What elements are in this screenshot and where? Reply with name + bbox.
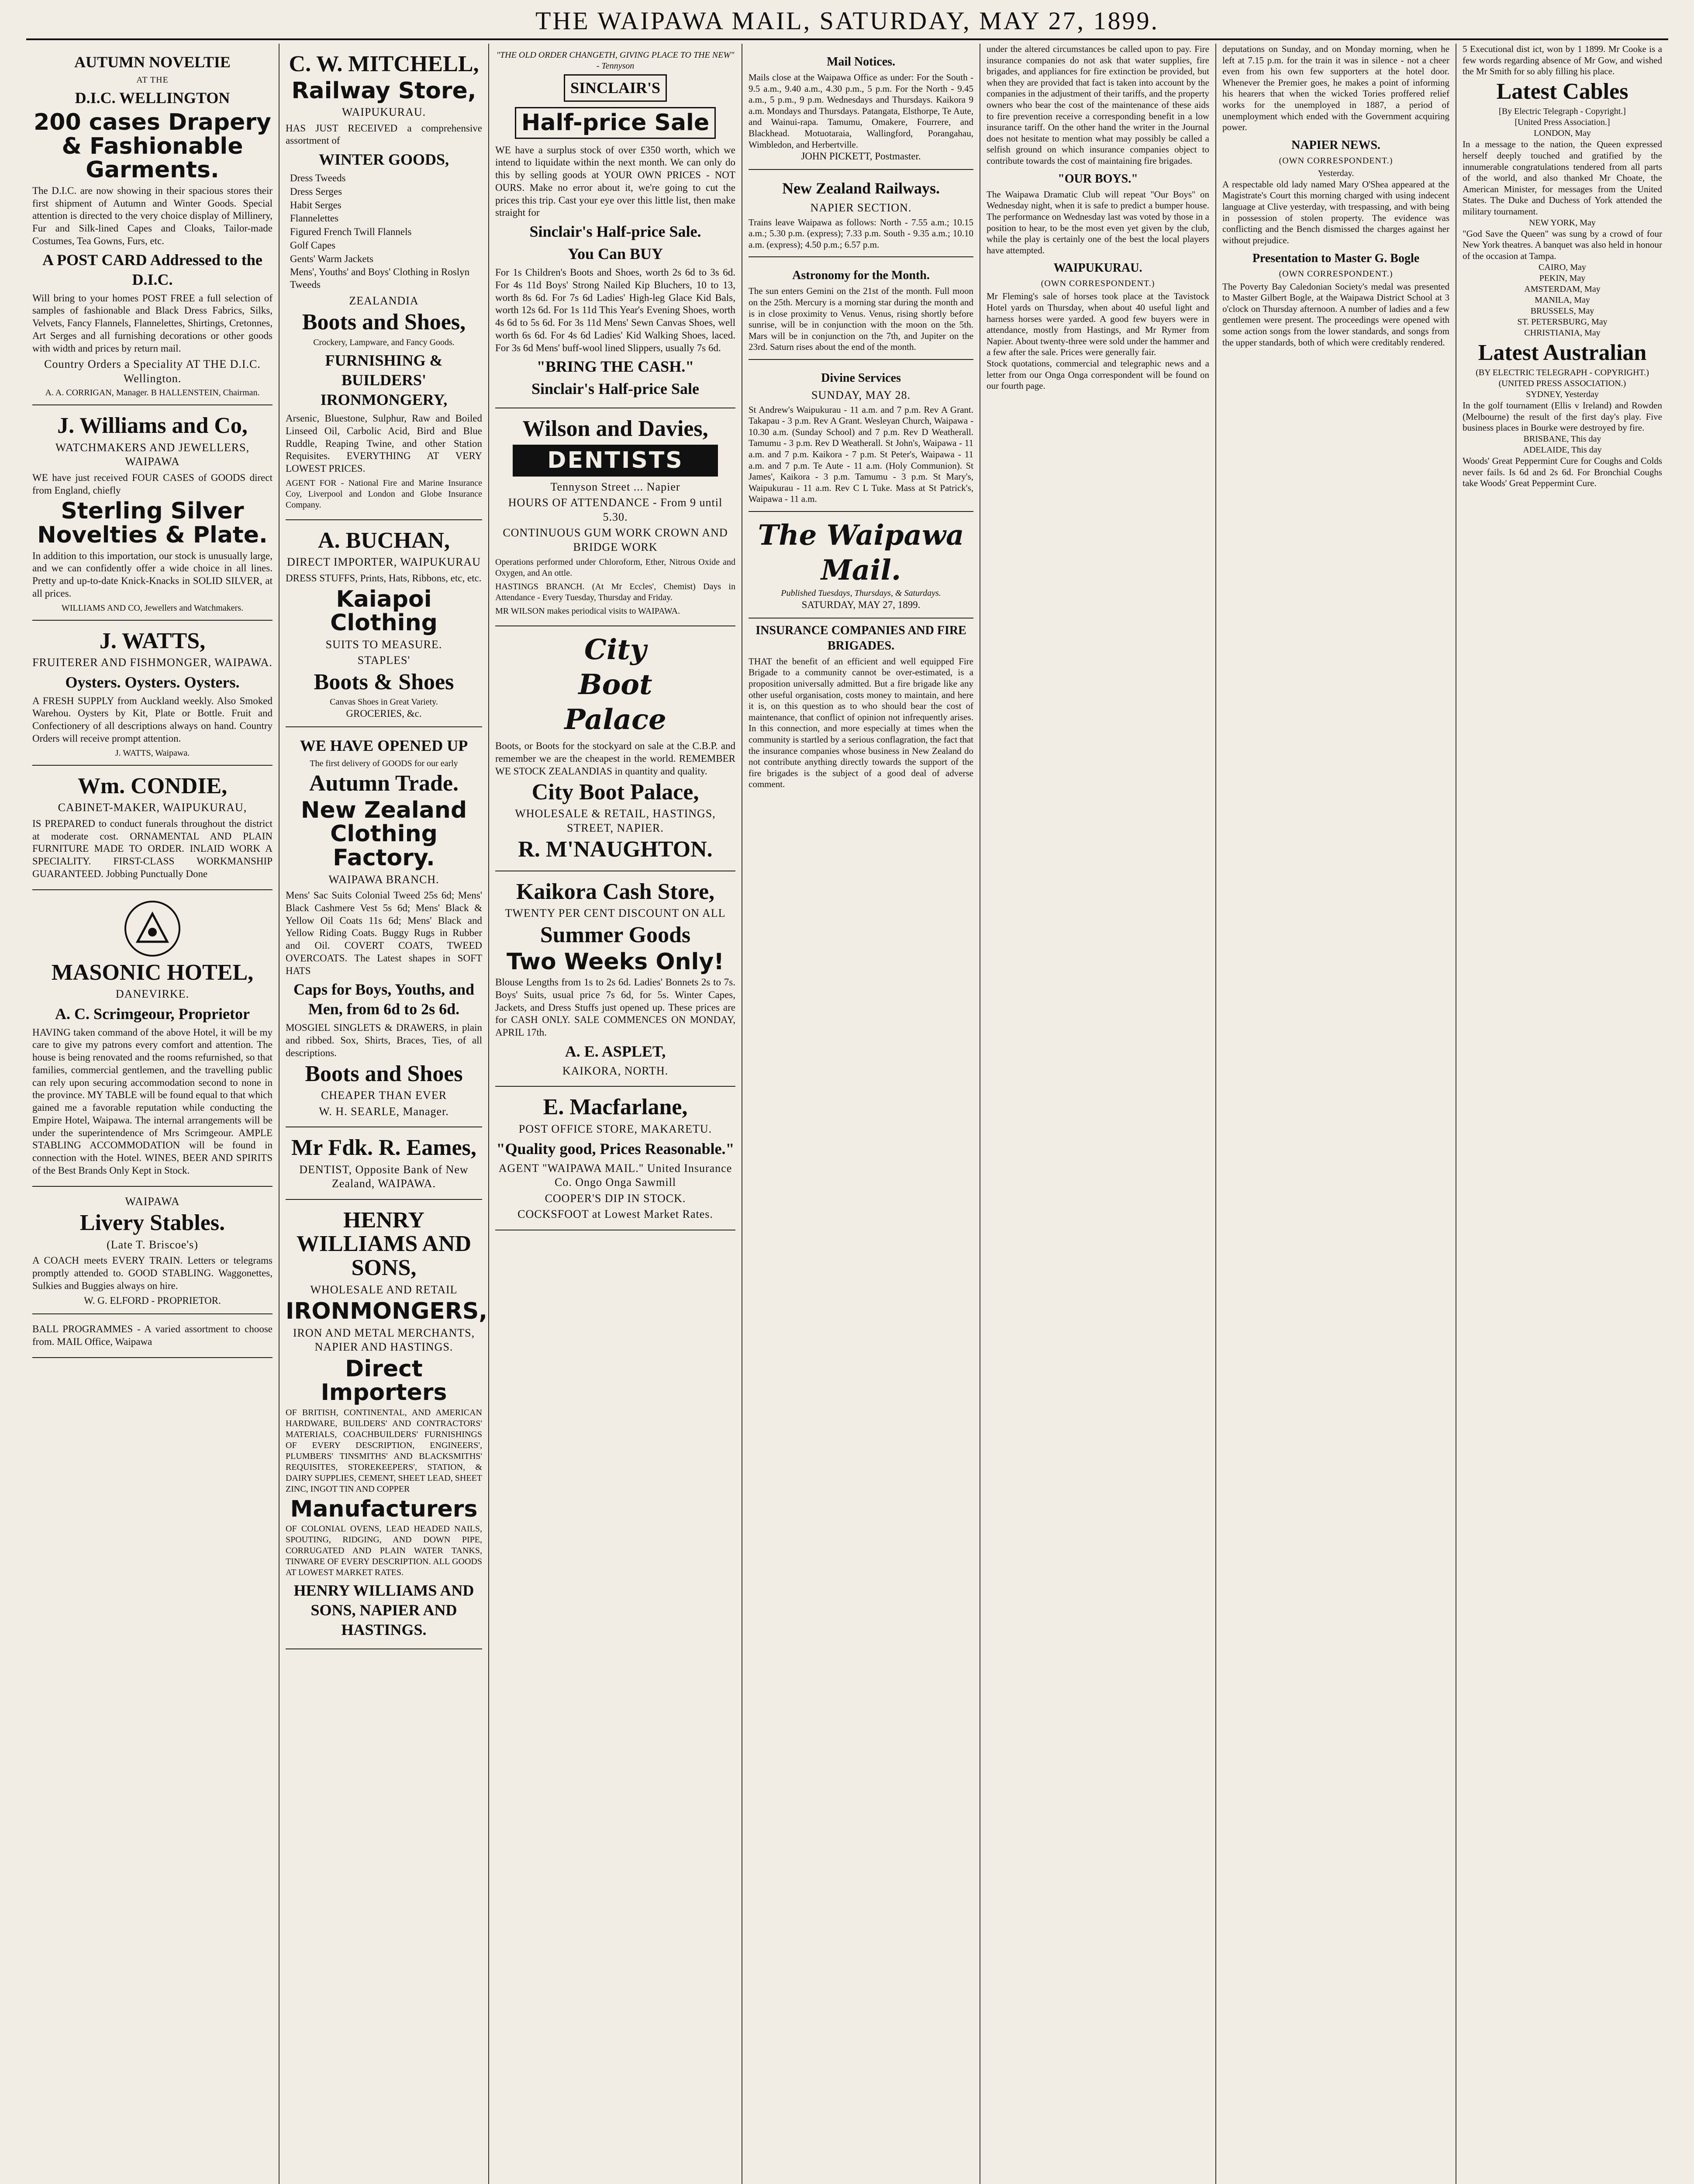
city-addr: WHOLESALE & RETAIL, HASTINGS, STREET, NAPIER. [515, 807, 716, 834]
mail-body: Mails close at the Waipawa Office as under: For the South - 9.5 a.m., 9.40 a.m., 4.30 p.m., 5 p.m. For the North - 9.45 a.m., 5 p.m., 9 p.m. Wednesdays and Thursdays. Kaikora 9 a.m. Mondays and Thursdays. Patangata, Elsthorpe, Te Aute, and Wainui-rapa. Tamumu, Omakere, Fourrere, and Blackhead. Motuotaraia, Wallingford, Porangahau, Wimbledon, and Herbertville. [749, 72, 973, 150]
mitchell-item: Dress Tweeds [290, 173, 346, 184]
can-buy-body: For 1s Children's Boots and Shoes, worth 2s 6d to 3s 6d. For 4s 11d Boys' Strong Nailed Kip Bluchers, 10 to 13, worth 8s 6d. For 7s 6d Ladies' High-leg Glace Kid Bals, worth 12s 6d. For 1s 11d This Year's Evening Shoes, worth 4s 6d to 5s 6d. For 3s 11d Mens' Sewn Canvas Shoes, well worth 6s 6d. For 4s 6d Ladies' Kid Walking Shoes, laced. For 3s 6d Mens' buff-wool lined Slippers, usually 7s 6d. [495, 267, 735, 353]
cables-title: Latest Cables [1496, 79, 1628, 104]
cheaper: CHEAPER THAN EVER [321, 1089, 447, 1102]
mitchell-item: Flannelettes [290, 213, 339, 224]
agent-body: AGENT FOR - National Fire and Marine Insurance Coy, Liverpool and London and Globe Insurance Company. [286, 478, 482, 510]
dic-signature: A. A. CORRIGAN, Manager. B HALLENSTEIN, Chairman. [45, 388, 260, 398]
sinclair-body: WE have a surplus stock of over £350 worth, which we intend to liquidate within the next month. We can only do this by selling goods at YOUR OWN PRICES - NOT OURS. Make no error about it, we're going to cut the prices this trip. Cast your eye over this little list, then make straight for [495, 144, 735, 218]
quality: "Quality good, Prices Reasonable." [496, 1140, 735, 1158]
condie-body: IS PREPARED to conduct funerals throughout the district at moderate cost. ORNAMENTAL AND PLAIN FURNITURE MADE TO ORDER. INLAID WORK A SPECIALITY. FIRST-CLASS WORKMANSHIP GUARANTEED. Jobbing Punctually Done [32, 818, 273, 879]
tennyson: Tennyson Street ... Napier [550, 480, 680, 493]
masonic-proprietor: A. C. Scrimgeour, Proprietor [55, 1005, 250, 1023]
masonic-body: HAVING taken command of the above Hotel, it will be my care to give my patrons every comfort and attention. The house is being renovated and the rooms refurnished, so that families, commercial gentlemen, and the travelling public can rely upon securing accommodation second to none in the province. MY TABLE will be found equal to that which gained me a favorable reputation while conducting the Empire Hotel, Waipawa. The internal arrangements will be under the superintendence of Mrs Scrimgeour. AMPLE STABLING ACCOMMODATION will be found in connection with the Hotel. WINES, BEER AND SPIRITS of the Best Brands Only Kept in Stock. [32, 1026, 273, 1176]
kaikora-body: Blouse Lengths from 1s to 2s 6d. Ladies' Bonnets 2s to 7s. Boys' Suits, usual price 7s 6d, for 5s. Winter Capes, Jackets, and Dress Stuffs just opened up. These prices are for CASH ONLY. SALE COMMENCES ON MONDAY, APRIL 17th. [495, 977, 735, 1038]
postmaster: JOHN PICKETT, Postmaster. [801, 151, 921, 162]
boot-body: Boots, or Boots for the stockyard on sale at the C.B.P. and remember we are the cheapest in the world. REMEMBER WE STOCK ZEALANDIAS in quantity and quality. [495, 740, 735, 777]
waipukurau-title: WAIPUKURAU. [1053, 261, 1142, 275]
dic-cases: 200 cases Drapery & Fashionable Garments. [34, 109, 271, 183]
ins-title: INSURANCE COMPANIES AND FIRE BRIGADES. [756, 623, 966, 653]
mitchell-item: Mens', Youths' and Boys' Clothing in Roslyn Tweeds [290, 266, 470, 290]
masthead-text: THE WAIPAWA MAIL, SATURDAY, MAY 27, 1899. [535, 7, 1159, 35]
hw-sub: WHOLESALE AND RETAIL [310, 1283, 458, 1296]
kaiapoi: Kaiapoi Clothing [330, 586, 438, 636]
city-word: City [584, 633, 646, 667]
napier-body: A respectable old lady named Mary O'Shea appeared at the Magistrate's Court this morning charged with using indecent language at Clive yesterday, with trespassing, and with being in possession of stolen property. The evidence was conflicting and the Bench dismissed the charges against her without prejudice. [1222, 179, 1449, 245]
mitchell-sub: Railway Store, [291, 77, 476, 104]
mail-pub: Published Tuesdays, Thursdays, & Saturdays. [781, 588, 941, 598]
sinclair-name: SINCLAIR'S [564, 74, 667, 102]
australian-title: Latest Australian [1478, 340, 1647, 365]
our-boys-title: "OUR BOYS." [1058, 172, 1138, 186]
mail-title: Mail Notices. [826, 55, 896, 69]
furnishing: FURNISHING & BUILDERS' IRONMONGERY, [320, 352, 448, 409]
dateline-brisbane: BRISBANE, This day [1523, 434, 1601, 444]
buchan-title: A. BUCHAN, [318, 528, 450, 553]
premier-article: deputations on Sunday, and on Monday morning, when he left at 7.15 p.m. for the train it was in silence - not a cheer even from his own few supporters at the hotel door. Whenever the Premier goes, he makes a point of informing his hearers that when the wicked Tories proffered relief works for the unemployed in 1887, a period of unemployment which ended with the Government acquiring power. [1222, 44, 1449, 133]
column-7 [1456, 44, 1668, 2184]
dentists-banner: DENTISTS [513, 445, 718, 477]
postcard-body: Will bring to your homes POST FREE a full selection of samples of fashionable and Black Dress Fabrics, Silks, Velvets, Fancy Flannels, Flannelettes, Shirtings, Cretonnes, Art Serges and all furnishing decorations or other goods with width and prices by return mail. [32, 292, 273, 354]
dateline-sydney: SYDNEY, Yesterday [1526, 390, 1599, 400]
nz-body: Mens' Sac Suits Colonial Tweed 25s 6d; Mens' Black Cashmere Vest 5s 6d; Mens' Black & Yellow Oil Coats 11s 6d; Mens' Black and Yellow Riding Coats. Buggy Rugs in Rubber and Oil. COVERT COATS, TWEED OVERCOATS. The Latest shapes in SOFT HATS [286, 890, 482, 976]
insurance-article [749, 623, 973, 790]
manufacturers: Manufacturers [290, 1496, 478, 1522]
sydney-body: In the golf tournament (Ellis v Ireland) and Rowden (Melbourne) the result of the first day's play. Five business places in Bourke were destroyed by fire. [1463, 400, 1662, 433]
napier-yest: Yesterday. [1318, 168, 1354, 178]
livery-signature: W. G. ELFORD - PROPRIETOR. [84, 1295, 221, 1306]
dateline-cairo: CAIRO, May [1539, 262, 1586, 272]
divine-services [749, 360, 973, 512]
nz-clothing: New Zealand Clothing Factory. [300, 797, 467, 871]
staples: STAPLES' [357, 654, 411, 667]
stock-note: Stock quotations, commercial and telegraphic news and a letter from our Onga Onga correspondent will be found on our fourth page. [987, 358, 1209, 391]
railways [749, 170, 973, 257]
williams-more: In addition to this importation, our stock is unusually large, and we can confidently offer a wide choice in all lines. Pretty and up-to-date Knick-Knacks in SOLID SILVER, at all prices. [32, 550, 273, 599]
cooper: COOPER'S DIP IN STOCK. [545, 1192, 686, 1205]
quote: "THE OLD ORDER CHANGETH, GIVING PLACE TO THE NEW" - Tennyson [496, 50, 735, 71]
hw-footer: HENRY WILLIAMS AND SONS, NAPIER AND HASTINGS. [293, 1582, 474, 1639]
boots-title: Boots and Shoes, [302, 310, 466, 335]
column-1 [26, 44, 279, 2184]
dateline-adelaide: ADELAIDE, This day [1523, 445, 1602, 455]
masonic-title: MASONIC HOTEL, [51, 960, 254, 985]
nz-branch: WAIPAWA BRANCH. [328, 873, 439, 886]
cables-assoc: [United Press Association.] [1515, 117, 1610, 128]
asplet-sub: KAIKORA, NORTH. [562, 1064, 669, 1077]
masonic-sub: DANEVIRKE. [115, 988, 190, 1001]
masonic-emblem-icon [124, 901, 180, 957]
williams-signature: WILLIAMS AND CO, Jewellers and Watchmakers. [61, 603, 244, 613]
napier-title: NAPIER NEWS. [1291, 138, 1380, 152]
mitchell-item: Habit Serges [290, 199, 342, 211]
ops: Operations performed under Chloroform, Ether, Nitrous Oxide and Oxygen, and An ottle. [495, 557, 735, 578]
crockery: Crockery, Lampware, and Fancy Goods. [313, 338, 455, 348]
mitchell-item: Dress Serges [290, 186, 342, 197]
eames-sub: DENTIST, Opposite Bank of New Zealand, WAIPAWA. [299, 1163, 469, 1190]
ball-advert [32, 1314, 273, 1358]
column-6 [1216, 44, 1456, 2184]
footer-ad: Woods' Great Peppermint Cure for Coughs and Colds never fails. Is 6d and 2s 6d. For Bronchial Coughs take Woods' Great Peppermint Cure. [1463, 455, 1662, 489]
boot-word: Boot [578, 668, 652, 702]
mitchell-town: WAIPUKURAU. [342, 106, 426, 119]
autumn: Autumn Trade. [309, 771, 459, 796]
mosgiel: MOSGIEL SINGLETS & DRAWERS, in plain and ribbed. Sox, Shirts, Braces, Ties, of all descriptions. [286, 1022, 482, 1058]
clothing-advert [286, 727, 482, 1127]
column-2 [279, 44, 489, 2184]
watts-advert [32, 621, 273, 766]
dic-at: AT THE [136, 75, 169, 85]
buchan-advert [286, 520, 482, 727]
presentation-title: Presentation to Master G. Bogle [1252, 251, 1420, 265]
groceries: GROCERIES, &c. [346, 708, 422, 719]
cockfoot: COCKSFOOT at Lowest Market Rates. [518, 1208, 713, 1220]
caps: Caps for Boys, Youths, and Men, from 6d to 2s 6d. [293, 981, 475, 1018]
dic-advert [32, 44, 273, 405]
ironmongers: IRONMONGERS, [286, 1298, 488, 1324]
williams-sub: WATCHMAKERS AND JEWELLERS, WAIPAWA [55, 441, 250, 468]
dateline-christiania: CHRISTIANIA, May [1524, 328, 1601, 338]
livery-advert [32, 1187, 273, 1315]
direct-importers: Direct Importers [321, 1355, 447, 1406]
newspaper-masthead [26, 6, 1668, 37]
two-weeks: Two Weeks Only! [507, 948, 724, 975]
dateline-newyork: NEW YORK, May [1529, 218, 1596, 228]
mitchell-item: Figured French Twill Flannels [290, 226, 412, 238]
presentation-body: The Poverty Bay Caledonian Society's medal was presented to Master Gilbert Bogle, at the Waipawa District School at 3 o'clock on Thursday afternoon. A number of ladies and a few gentlemen were present. The proceedings were opened with some action songs from the lower standards, and songs from the upper standards, both of which were creditably rendered. [1222, 281, 1449, 348]
hw-body: IRON AND METAL MERCHANTS, NAPIER AND HASTINGS. [293, 1326, 475, 1354]
article-continued: under the altered circumstances be called upon to pay. Fire insurance companies do not ask that water supplies, fire brigades, and appliances for fire extinction be provided, but when they are provided that fact is taken into account by the companies in the adjustment of their tariffs, and the property owners who bear the cost of the maintenance of these aids to fire prevention receive a corresponding benefit in a low insurance tariff. On the other hand the writer in the Journal does not hesitate to mention what may possibly be called a selfish ground on which insurance companies object to contribute towards the cost of maintaining fire brigades. [987, 44, 1209, 166]
williams-sterling: Sterling Silver Novelties & Plate. [37, 498, 268, 548]
opened: WE HAVE OPENED UP [300, 737, 468, 755]
eames-advert [286, 1127, 482, 1200]
aus-by: (BY ELECTRIC TELEGRAPH - COPYRIGHT.) [1476, 368, 1649, 378]
ball-body: BALL PROGRAMMES - A varied assortment to choose from. MAIL Office, Waipawa [32, 1324, 273, 1347]
williams-advert [32, 405, 273, 620]
asplet: A. E. ASPLET, [565, 1042, 666, 1060]
summer: Summer Goods [540, 922, 691, 947]
henry-williams-advert [286, 1200, 488, 1650]
condie-title: Wm. CONDIE, [77, 773, 228, 798]
eames-title: Mr Fdk. R. Eames, [291, 1135, 476, 1161]
divine-date: SUNDAY, MAY 28. [811, 389, 911, 401]
our-boys-body: The Waipawa Dramatic Club will repeat "Our Boys" on Wednesday night, when it is safe to predict a bumper house. The performance on Wednesday last was voted by those in a position to hear, to be the most even yet given by the club, while the play is certainly one of the best the local players have attempted. [987, 189, 1209, 256]
column-5 [980, 44, 1216, 2184]
boots-shoes: Boots & Shoes [314, 669, 454, 695]
sinclair-footer: Sinclair's Half-price Sale [531, 380, 699, 398]
livery-late: (Late T. Briscoe's) [107, 1238, 198, 1251]
masthead-rule [26, 38, 1668, 40]
astro-title: Astronomy for the Month. [792, 269, 930, 283]
mitchell-list [286, 172, 482, 291]
hastings: HASTINGS BRANCH. (At Mr Eccles', Chemist) Days in Attendance - Every Tuesday, Thursday and Friday. [495, 582, 735, 603]
col7-top: 5 Executional dist ict, won by 1 1899. Mr Cooke is a few words regarding absence of Mr Gow, and wished the Mr Smith for so ably filling his place. [1463, 44, 1662, 77]
aus-assoc: (UNITED PRESS ASSOCIATION.) [1498, 379, 1626, 389]
cables-by: [By Electric Telegraph - Copyright.] [1499, 107, 1626, 117]
sinclair-advert [495, 44, 735, 408]
suits: SUITS TO MEASURE. [325, 638, 442, 651]
direct-body: OF BRITISH, CONTINENTAL, AND AMERICAN HARDWARE, BUILDERS' AND CONTRACTORS' MATERIALS, COACHBUILDERS' FURNISHINGS OF EVERY DESCRIPTION, ENGINEERS', PLUMBERS' TINSMITHS' AND BLACKSMITHS' REQUISITES, STOREKEEPERS', STATION, & DAIRY SUPPLIES, CEMENT, SHEET LEAD, SHEET ZINC, INGOT TIN AND COPPER [286, 1407, 482, 1494]
sinclair-hp: Sinclair's Half-price Sale. [529, 223, 701, 241]
rail-title: New Zealand Railways. [782, 180, 940, 197]
divine-body: St Andrew's Waipukurau - 11 a.m. and 7 p.m. Rev A Grant. Takapau - 3 p.m. Rev A Grant. Wesleyan Church, Waipawa - 10.30 a.m. (Sunday School) and 7 p.m. Rev D Weatherall. Tamumu - 3 p.m. Rev D Weatherall. St John's, Waipawa - 11 a.m. and 7 p.m. Kaikora - 7 p.m. St Peter's, Waipawa - 11 a.m. and 7 p.m. Te Aute - 11 a.m. (Holy Communion). St James', Kaikora - 3 p.m. Tamumu - 3 p.m. St Mary's, Waipukurau - 11 a.m. Rev C L Tuke. Mass at St Patrick's, Waipawa - 11 a.m. [749, 404, 973, 505]
can-buy: You Can BUY [567, 245, 663, 263]
watts-oysters: Oysters. Oysters. Oysters. [65, 673, 240, 691]
hw-title: HENRY WILLIAMS AND SONS, [296, 1207, 472, 1280]
mitchell-winter: WINTER GOODS, [318, 151, 449, 169]
palace-word: Palace [564, 703, 666, 736]
manuf-body: OF COLONIAL OVENS, LEAD HEADED NAILS, SPOUTING, RIDGING, AND DOWN PIPE, CORRUGATED AND PLAIN WATER TANKS, TINWARE OF EVERY DESCRIPTION. ALL GOODS AT LOWEST MARKET RATES. [286, 1524, 482, 1578]
wilson-advert [495, 408, 735, 626]
masonic-advert [32, 890, 273, 1187]
searle: W. H. SEARLE, Manager. [319, 1105, 449, 1118]
gum: CONTINUOUS GUM WORK CROWN AND BRIDGE WORK [503, 526, 728, 553]
wilson-title: Wilson and Davies, [522, 416, 708, 442]
mail-notices [749, 44, 973, 170]
rail-sub: NAPIER SECTION. [810, 201, 912, 214]
city-boot-advert [495, 626, 735, 871]
canvas: Canvas Shoes in Great Variety. [330, 697, 438, 707]
iron-body: Arsenic, Bluestone, Sulphur, Raw and Boiled Linseed Oil, Carbolic Acid, Bird and Blue Ruddle, Reaping Twine, and other Station Requisites. EVERYTHING AT VERY LOWEST PRICES. [286, 413, 482, 474]
watts-body: A FRESH SUPPLY from Auckland weekly. Also Smoked Warehou. Oysters by Kit, Plate or Bottle. Fruit and Confectionery of all descriptions always on hand. Country Orders will receive prompt attention. [32, 695, 273, 744]
macfarlane-sub: POST OFFICE STORE, MAKARETU. [518, 1123, 712, 1135]
watts-title: J. WATTS, [99, 628, 206, 653]
watts-sub: FRUITERER AND FISHMONGER, WAIPAWA. [32, 656, 273, 669]
livery-title: Livery Stables. [79, 1210, 225, 1236]
country-orders: Country Orders a Speciality AT THE D.I.C. Wellington. [44, 358, 261, 385]
zealandia: ZEALANDIA [349, 294, 419, 307]
mitchell-item: Golf Capes [290, 239, 336, 251]
watts-signature: J. WATTS, Waipawa. [115, 748, 190, 758]
rail-body: Trains leave Waipawa as follows: North - 7.55 a.m.; 10.15 a.m.; 5.30 p.m. (express); 7.33 p.m. South - 9.35 a.m.; 10.10 a.m. (express); 4.50 p.m.; 6.57 p.m. [749, 217, 973, 250]
agent-mail: AGENT "WAIPAWA MAIL." United Insurance Co. Ongo Onga Sawmill [498, 1161, 732, 1189]
astro-body: The sun enters Gemini on the 21st of the month. Full moon on the 25th. Mercury is a morning star during the month and is in close proximity to Venus. Venus, rising shortly before sunrise, will be in conjunction with the moon on the 5th. Mars will be in conjunction on the 7th, and Jupiter on the 23rd. Saturn rises about the end of the month. [749, 286, 973, 352]
macfarlane: E. Macfarlane, [543, 1095, 688, 1120]
mitchell-title: C. W. MITCHELL, [289, 52, 479, 76]
kaikora-title: Kaikora Cash Store, [516, 879, 715, 904]
macfarlane-advert [495, 1087, 735, 1230]
kaikora-advert [495, 871, 735, 1087]
divine-title: Divine Services [821, 371, 901, 385]
boots-cheap: Boots and Shoes [305, 1061, 463, 1086]
buchan-sub: DIRECT IMPORTER, WAIPUKURAU [286, 556, 481, 569]
dateline-petersburg: ST. PETERSBURG, May [1517, 317, 1608, 327]
napier-corr: (OWN CORRESPONDENT.) [1279, 156, 1393, 166]
mitchell-item: Gents' Warm Jackets [290, 253, 373, 264]
livery-head: WAIPAWA [125, 1195, 180, 1208]
waipukurau-body: Mr Fleming's sale of horses took place at the Tavistock Hotel yards on Thursday, when about 40 useful light and harness horses were yarded. A good few buyers were in attendance, mostly from Hastings, and Mr Rymer from Napier. About twenty-three were sold under the hammer and a few after the sale. Prices were generally fair. [987, 291, 1209, 358]
buchan-body: DRESS STUFFS, Prints, Hats, Ribbons, etc, etc. [286, 572, 482, 584]
mail-masthead: The Waipawa Mail. [758, 518, 964, 587]
half-price: Half-price Sale [515, 107, 716, 139]
mitchell-body: HAS JUST RECEIVED a comprehensive assortment of [286, 122, 482, 146]
dateline-brussels: BRUSSELS, May [1530, 306, 1594, 316]
waipukurau-corr: (OWN CORRESPONDENT.) [1041, 279, 1155, 289]
postcard-title: A POST CARD Addressed to the D.I.C. [42, 251, 262, 288]
dateline-amsterdam: AMSTERDAM, May [1524, 284, 1601, 294]
condie-sub: CABINET-MAKER, WAIPUKURAU, [58, 801, 247, 814]
mnaughton: R. M'NAUGHTON. [518, 837, 713, 862]
column-4 [742, 44, 980, 2184]
mitchell-advert [286, 44, 482, 520]
ins-body: THAT the benefit of an efficient and well equipped Fire Brigade to a community cannot be over-estimated, is a proposition universally admitted. But a fire brigade like any other useful organisation, costs money to maintain, and here it is, on this question as to who should bear the cost of maintenance, that conflict of opinion not infrequently arises. In this connection, and more especially at times when the community is startled by a serious conflagration, the fact that the insurance companies whose business in New Zealand do not contribute anything directly towards the support of the fire brigades is the subject of a good deal of adverse comment. [749, 656, 973, 790]
dic-name: D.I.C. WELLINGTON [75, 89, 230, 107]
dic-heading: AUTUMN NOVELTIE [74, 53, 231, 71]
williams-body: WE have just received FOUR CASES of GOODS direct from England, chiefly [32, 472, 273, 496]
livery-body: A COACH meets EVERY TRAIN. Letters or telegrams promptly attended to. GOOD STABLING. Waggonettes, Sulkies and Buggies always on hire. [32, 1255, 273, 1291]
city-footer: City Boot Palace, [531, 779, 699, 805]
presentation-corr: (OWN CORRESPONDENT.) [1279, 269, 1393, 279]
discount: TWENTY PER CENT DISCOUNT ON ALL [505, 907, 726, 920]
opened-sub: The first delivery of GOODS for our early [310, 759, 458, 769]
williams-title: J. Williams and Co, [57, 413, 248, 439]
bring-cash: "BRING THE CASH." [536, 358, 694, 376]
dateline-manila: MANILA, May [1535, 295, 1590, 305]
mr-wilson: MR WILSON makes periodical visits to WAIPAWA. [495, 606, 680, 616]
dateline-pekin: PEKIN, May [1539, 273, 1586, 283]
condie-advert [32, 766, 273, 890]
astronomy [749, 257, 973, 360]
newyork-body: "God Save the Queen" was sung by a crowd of four New York theatres. A banquet was also held in honour of the occasion at Tampa. [1463, 228, 1662, 261]
cables-body: In a message to the nation, the Queen expressed herself deeply touched and gratified by the innumerable congratulations tendered from all parts of the world, and also thanked Mr Choate, the American Minister, for messages from the United States. The Duke and Duchess of York attended the military tournament. [1463, 139, 1662, 217]
column-3 [489, 44, 742, 2184]
dic-body: The D.I.C. are now showing in their spacious stores their first shipment of Autumn and Winter Goods. Special attention is directed to the very choice display of Millinery, Fur and Silk-lined Capes and Cloaks, Tailor-made Costumes, Tea Gowns, Furs, etc. [32, 185, 273, 246]
hours: HOURS OF ATTENDANCE - From 9 until 5.30. [508, 496, 723, 523]
mail-date: SATURDAY, MAY 27, 1899. [801, 599, 921, 610]
dateline-london: LONDON, May [1533, 128, 1591, 138]
paper-masthead [749, 512, 973, 619]
